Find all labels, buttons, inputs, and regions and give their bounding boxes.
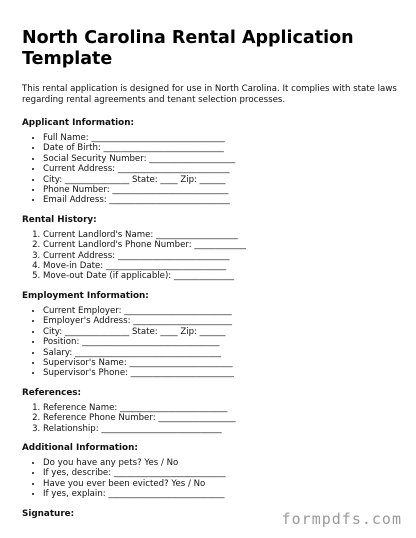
- employment-item: • Supervisor's Phone: ________________________: [43, 368, 402, 378]
- additional-heading: Additional Information:: [22, 442, 138, 453]
- additional-item: • Have you ever been evicted? Yes / No: [43, 479, 402, 489]
- employment-item: • Salary: __________________________________: [43, 348, 402, 358]
- title-line-2: Template: [22, 49, 113, 69]
- employment-item: • City: _______________ State: ____ Zip: ______: [43, 327, 402, 337]
- employment-heading: Employment Information:: [22, 290, 149, 301]
- watermark: formpdfs.com: [281, 510, 402, 528]
- applicant-heading: Applicant Information:: [22, 118, 135, 128]
- references-list: [22, 403, 402, 434]
- additional-item: • If yes, describe: __________________________: [43, 468, 402, 478]
- employment-item: • Supervisor's Name: ________________________: [43, 358, 402, 368]
- document-page: [22, 28, 402, 524]
- references-heading: References:: [22, 387, 82, 398]
- applicant-item: • Date of Birth: ____________________________: [43, 143, 402, 153]
- additional-list: [22, 458, 402, 500]
- title-line-1: North Carolina Rental Application: [22, 28, 354, 48]
- applicant-item: • Phone Number: ___________________________: [43, 185, 402, 195]
- applicant-item: • City: _______________ State: ____ Zip: ______: [43, 175, 402, 185]
- rental-history-item: 4. Move-in Date: ____________________________: [43, 261, 402, 271]
- rental-history-item: 2. Current Landlord's Phone Number: ____________: [43, 240, 402, 250]
- rental-history-heading: Rental History:: [22, 214, 97, 225]
- applicant-list: [22, 133, 402, 206]
- applicant-item: • Full Name: _______________________________: [43, 133, 402, 143]
- rental-history-item: 5. Move-out Date (if applicable): ______________: [43, 271, 402, 281]
- signature-heading: Signature:: [22, 508, 75, 519]
- applicant-item: • Current Address: __________________________: [43, 164, 402, 174]
- rental-history-item: 3. Current Address: __________________________: [43, 251, 402, 261]
- rental-history-list: [22, 230, 402, 282]
- applicant-item: • Social Security Number: ____________________: [43, 154, 402, 164]
- reference-item: 2. Reference Phone Number: __________________: [43, 413, 402, 423]
- employment-item: • Current Employer: _________________________: [43, 306, 402, 316]
- reference-item: 3. Relationship: ____________________________: [43, 424, 402, 434]
- reference-item: 1. Reference Name: _________________________: [43, 403, 402, 413]
- applicant-item: • Email Address: ____________________________: [43, 195, 402, 205]
- employment-item: • Position: ________________________________: [43, 337, 402, 347]
- additional-item: • If yes, explain: ___________________________: [43, 489, 402, 499]
- intro-paragraph: This rental application is designed for use in North Carolina. It complies with state laws regarding rental agreements and tenant selection processes.: [22, 84, 397, 105]
- employment-item: • Employer's Address: _______________________: [43, 316, 402, 326]
- document-title: [22, 28, 402, 70]
- additional-item: • Do you have any pets? Yes / No: [43, 458, 402, 468]
- rental-history-item: 1. Current Landlord's Name: ___________________: [43, 230, 402, 240]
- employment-list: [22, 306, 402, 379]
